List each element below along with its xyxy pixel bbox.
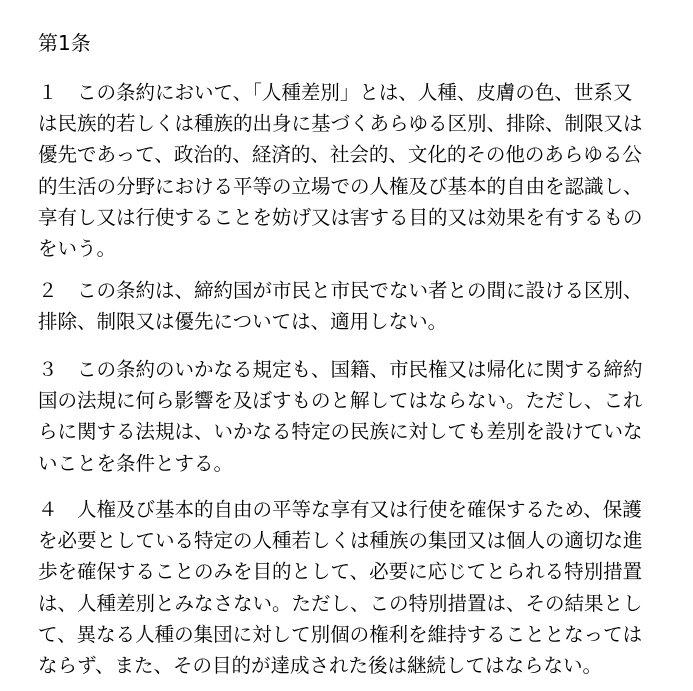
paragraph-1-line-1: １ この条約において、「人種差別」とは、人種、皮膚の色、世系又 — [38, 81, 633, 104]
paragraph-3-line-3: らに関する法規は、いかなる特定の民族に対しても差別を設けていな — [38, 420, 643, 444]
paragraph-2-line-2: 排除、制限又は優先については、適用しない。 — [38, 310, 448, 334]
paragraph-4-line-5: て、異なる人種の集団に対して別個の権利を維持することとなっては — [38, 622, 643, 646]
paragraph-1 — [38, 77, 670, 264]
paragraph-3-line-1: ３ この条約のいかなる規定も、国籍、市民権又は帰化に関する締約 — [38, 358, 643, 381]
paragraph-3 — [38, 354, 670, 479]
paragraph-1-line-5: 享有し又は行使することを妨げ又は害する目的又は効果を有するもの — [38, 205, 643, 229]
paragraph-4-line-1: ４ 人権及び基本的自由の平等な享有又は行使を確保するため、保護 — [38, 498, 642, 521]
paragraph-1-line-6: をいう。 — [38, 237, 117, 261]
paragraph-4 — [38, 494, 670, 681]
paragraph-4-line-6: ならず、また、その目的が達成された後は継続してはならない。 — [38, 654, 602, 678]
paragraph-3-line-2: 国の法規に何ら影響を及ぼすものと解してはならない。ただし、これ — [38, 389, 643, 413]
paragraph-4-line-3: 歩を確保することのみを目的として、必要に応じてとられる特別措置 — [38, 560, 643, 584]
paragraph-4-line-4: は、人種差別とみなさない。ただし、この特別措置は、その結果とし — [38, 591, 643, 615]
article-title: 第1条 — [38, 31, 91, 55]
paragraph-4-line-2: を必要としている特定の人種若しくは種族の集団又は個人の適切な進 — [38, 529, 643, 553]
paragraph-2-line-1: ２ この条約は、締約国が市民と市民でない者との間に設ける区別、 — [38, 279, 643, 302]
paragraph-1-line-2: は民族的若しくは種族的出身に基づくあらゆる区別、排除、制限又は — [38, 112, 643, 136]
paragraph-3-line-4: いことを条件とする。 — [38, 451, 234, 475]
paragraph-2 — [38, 275, 670, 337]
paragraph-1-line-4: 的生活の分野における平等の立場での人権及び基本的自由を認識し、 — [38, 174, 643, 198]
paragraph-1-line-3: 優先であって、政治的、経済的、社会的、文化的その他のあらゆる公 — [38, 143, 642, 167]
